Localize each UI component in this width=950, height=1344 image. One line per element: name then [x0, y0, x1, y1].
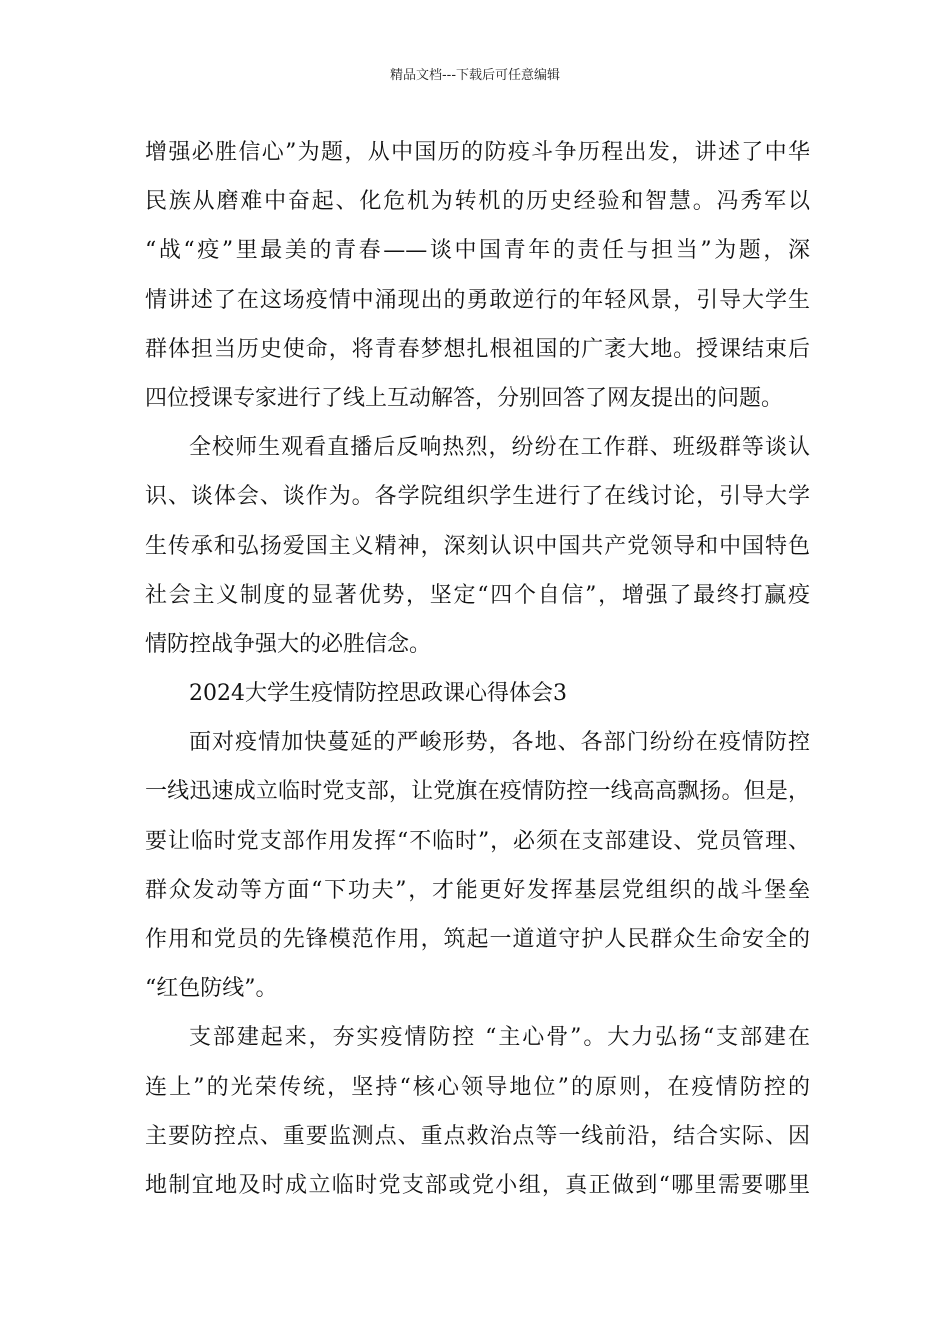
text-line: “红色防线”。 [145, 976, 278, 1002]
text-line: 要让临时党支部作用发挥“不临时”，必须在支部建设、党员管理、 [145, 828, 810, 854]
text-line: 群体担当历史使命，将青春梦想扎根祖国的广袤大地。授课结束后 [145, 336, 810, 362]
heading-text: 2024大学生疫情防控思政课心得体会3 [189, 681, 567, 707]
text-line: 地制宜地及时成立临时党支部或党小组，真正做到“哪里需要哪里 [145, 1172, 810, 1198]
text-line: 识、谈体会、谈作为。各学院组织学生进行了在线讨论，引导大学 [145, 484, 810, 510]
text-line: 情防控战争强大的必胜信念。 [145, 631, 432, 657]
text-line: 生传承和弘扬爱国主义精神，深刻认识中国共产党领导和中国特色 [145, 533, 810, 559]
text-line: 主要防控点、重要监测点、重点救治点等一线前沿，结合实际、因 [145, 1123, 810, 1149]
text-line: 全校师生观看直播后反响热烈，纷纷在工作群、班级群等谈认 [189, 435, 810, 461]
text-line: 增强必胜信心”为题，从中国历的防疫斗争历程出发，讲述了中华 [145, 140, 810, 165]
text-line: 群众发动等方面“下功夫”，才能更好发挥基层党组织的战斗堡垒 [145, 877, 810, 903]
text-line: 民族从磨难中奋起、化危机为转机的历史经验和智慧。冯秀军以 [145, 189, 810, 215]
text-line: “战“疫”里最美的青春——谈中国青年的责任与担当”为题，深 [145, 238, 810, 264]
text-line: 情讲述了在这场疫情中涌现出的勇敢逆行的年轻风景，引导大学生 [145, 287, 810, 313]
text-line: 面对疫情加快蔓延的严峻形势，各地、各部门纷纷在疫情防控 [189, 730, 810, 756]
section-heading [145, 669, 810, 718]
text-line: 作用和党员的先锋模范作用，筑起一道道守护人民群众生命安全的 [145, 927, 810, 952]
text-line: 四位授课专家进行了线上互动解答，分别回答了网友提出的问题。 [145, 385, 784, 411]
page-header: 精品文档---下载后可任意编辑 [389, 68, 561, 83]
text-line: 支部建起来，夯实疫情防控 “主心骨”。大力弘扬“支部建在 [189, 1025, 810, 1051]
text-line: 连上”的光荣传统，坚持“核心领导地位”的原则，在疫情防控的 [145, 1074, 810, 1100]
paragraph-2 [145, 423, 810, 669]
paragraph-1 [145, 128, 810, 423]
document-body [145, 128, 810, 1210]
paragraph-3 [145, 718, 810, 1013]
paragraph-4 [145, 1013, 810, 1210]
text-line: 社会主义制度的显著优势，坚定“四个自信”，增强了最终打赢疫 [145, 582, 810, 608]
text-line: 一线迅速成立临时党支部，让党旗在疫情防控一线高高飘扬。但是， [145, 779, 810, 805]
